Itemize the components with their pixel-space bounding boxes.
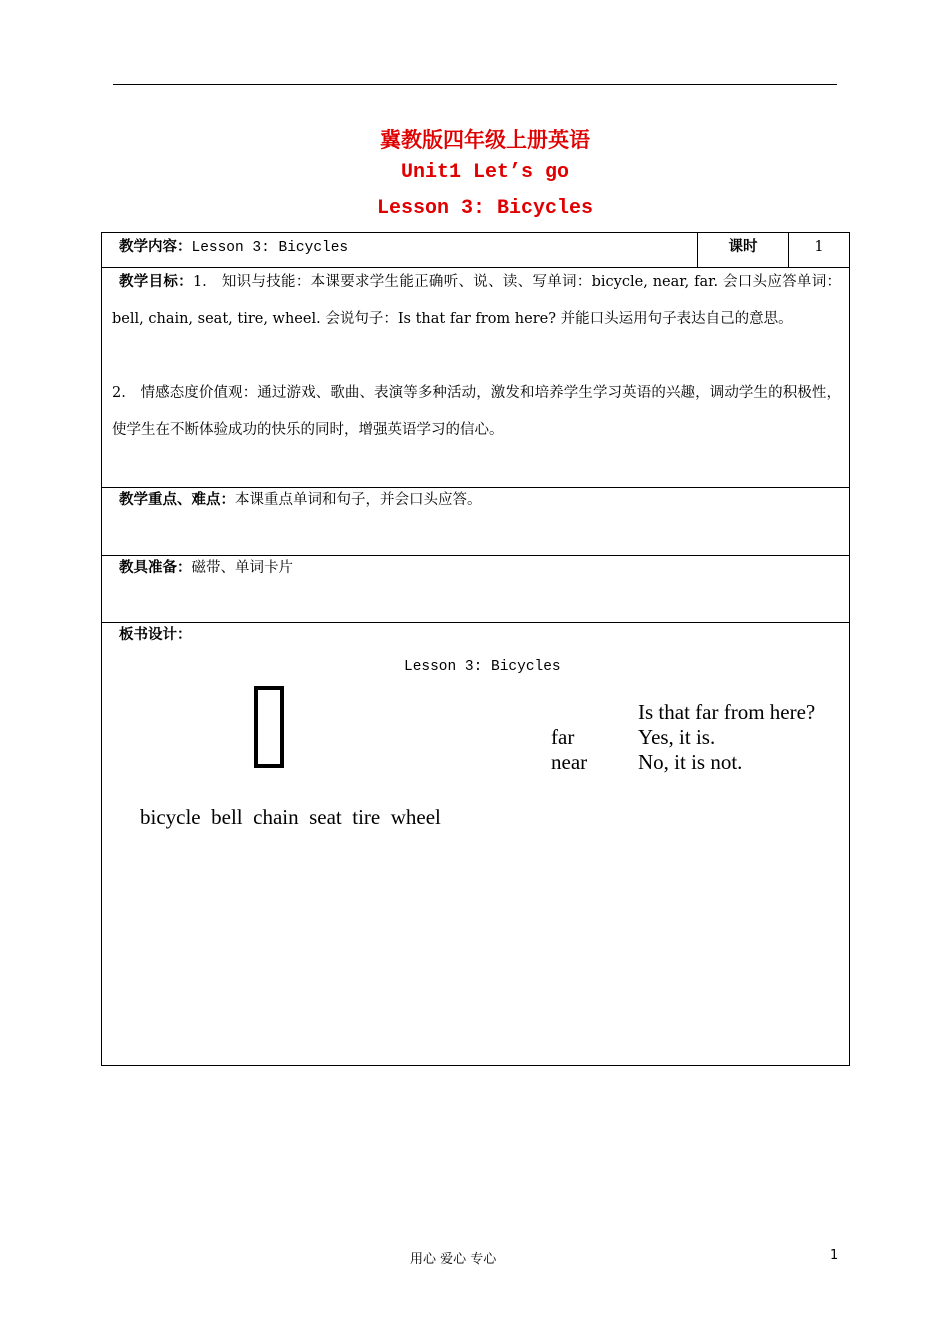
doc-title: 冀教版四年级上册英语 xyxy=(380,128,590,152)
board-heading: Lesson 3: Bicycles xyxy=(404,659,561,675)
materials-value: 磁带、单词卡片 xyxy=(191,560,293,576)
objectives-label: 教学目标： xyxy=(119,274,193,290)
objectives-p1 xyxy=(112,264,841,338)
footer-motto: 用心 爱心 专心 xyxy=(410,1252,497,1267)
header-rule xyxy=(113,84,837,85)
content-label: 教学内容： xyxy=(119,239,192,255)
period-value-cell xyxy=(788,232,850,268)
unit-title: Unit1 Let’s go xyxy=(400,161,570,184)
keypoints-value: 本课重点单词和句子，并会口头应答。 xyxy=(235,492,482,508)
row-content xyxy=(101,232,698,268)
board-word-near: near xyxy=(551,750,588,774)
objectives-p2: 2. 情感态度价值观：通过游戏、歌曲、表演等多种活动，激发和培养学生学习英语的兴趣，调动学生的积极性，使学生在不断体验成功的快乐的同时，增强英语学习的信心。 xyxy=(112,385,841,438)
board-label: 板书设计： xyxy=(119,627,192,643)
page-number: 1 xyxy=(830,1248,839,1263)
keypoints-label: 教学重点、难点： xyxy=(119,492,235,508)
board-vocab-line: bicycle bell chain seat tire wheel xyxy=(140,805,441,829)
row-materials xyxy=(101,555,850,623)
board-sentence-question: Is that far from here? xyxy=(638,700,816,724)
image-placeholder-icon xyxy=(254,686,284,768)
row-objectives xyxy=(101,267,850,488)
period-label-cell xyxy=(697,232,789,268)
row-keypoints xyxy=(101,487,850,556)
board-word-far: far xyxy=(551,725,575,749)
lesson-title: Lesson 3: Bicycles xyxy=(376,197,594,220)
materials-label: 教具准备： xyxy=(119,560,192,576)
content-value: Lesson 3: Bicycles xyxy=(191,240,349,256)
row-board xyxy=(101,622,850,1066)
period-label: 课时 xyxy=(728,239,758,255)
objectives-text-1: 1. 知识与技能：本课要求学生能正确听、说、读、写单词：bicycle, near, far. 会口头应答单词：bell, chain, seat, tire, wheel. 会说句子：Is that far from here? 并能口头运用句子表达自己的意思。 xyxy=(112,274,841,327)
board-sentence-no: No, it is not. xyxy=(638,750,743,774)
board-sentence-yes: Yes, it is. xyxy=(638,725,716,749)
period-value: 1 xyxy=(814,239,824,255)
